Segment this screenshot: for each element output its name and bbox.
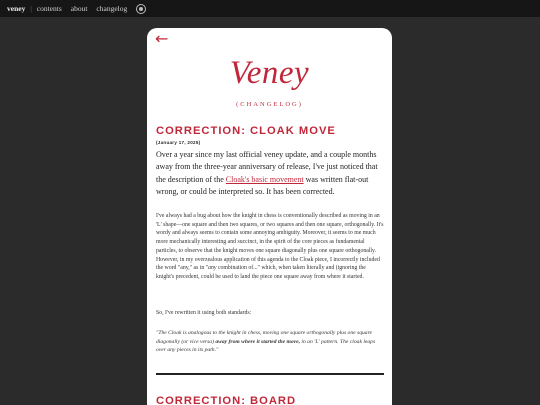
body-text-start: I've always had a bug about how the knight in chess is conventionally described as moving in an 'L' shape—one square and then two squares, or two squares and then one square, orthogonally. It's wordy and always seems to contain some annoying ambiguity. Moreover, it seems to me much more mechanically interesting and succinct, in the spirit of the core pieces as fundamental particles, to observe that the knight moves one square diagonally plus one square orthogonally. However, in my overzealous application of this agenda to the Cloak piece, I incorrectly included the word "any," as in " [156,213,384,272]
post-date: (January 17, 2025) [156,140,201,145]
changelog-card [147,28,392,405]
lead-text-end: was written flat-out wrong, or could be interpreted so. It has been corrected. [156,174,369,197]
next-post-title: CORRECTION: BOARD [156,395,297,405]
cloak-movement-link[interactable]: Cloak's basic movement [225,174,304,184]
body-text-end: combination of..." which, when taken literally and (ignoring the knight's precedent, could be used to land the piece one square away from where it started. [156,265,366,280]
post-lead-paragraph [156,149,384,199]
nav-link-about[interactable]: about [70,4,88,13]
page-subtitle: (CHANGELOG) [236,101,303,108]
nav-link-contents[interactable]: contents [36,4,62,13]
post-quote [156,329,384,355]
quote-strong: away from where it started the move, [215,338,301,345]
post-rewrite-paragraph: So, I've rewritten it using both standards: [156,310,252,316]
back-arrow-icon[interactable]: ← [155,29,169,48]
post-divider [156,373,384,375]
nav-separator: | [30,4,32,13]
quote-text-end: in an 'L' pattern. The cloak leaps over any pieces in its path." [156,338,376,354]
nav-link-changelog[interactable]: changelog [96,4,128,13]
nav-site-link[interactable]: veney [7,4,26,13]
quote-text-start: "The Cloak is analogous to the knight in chess, moving one square orthogonally plus one square diagonally (or vice versa) [156,330,373,345]
body-emphasis: any [208,265,217,272]
post-body-paragraph [156,212,384,282]
site-logo: Veney [229,55,310,91]
post-title: CORRECTION: CLOAK MOVE [156,125,336,137]
circle-half-icon[interactable] [136,4,146,14]
top-nav-bar [0,0,540,17]
lead-text-start: Over a year since my last official veney update, and a couple months away from the three-year anniversary of release, I've just noticed that the description of the [156,150,378,184]
